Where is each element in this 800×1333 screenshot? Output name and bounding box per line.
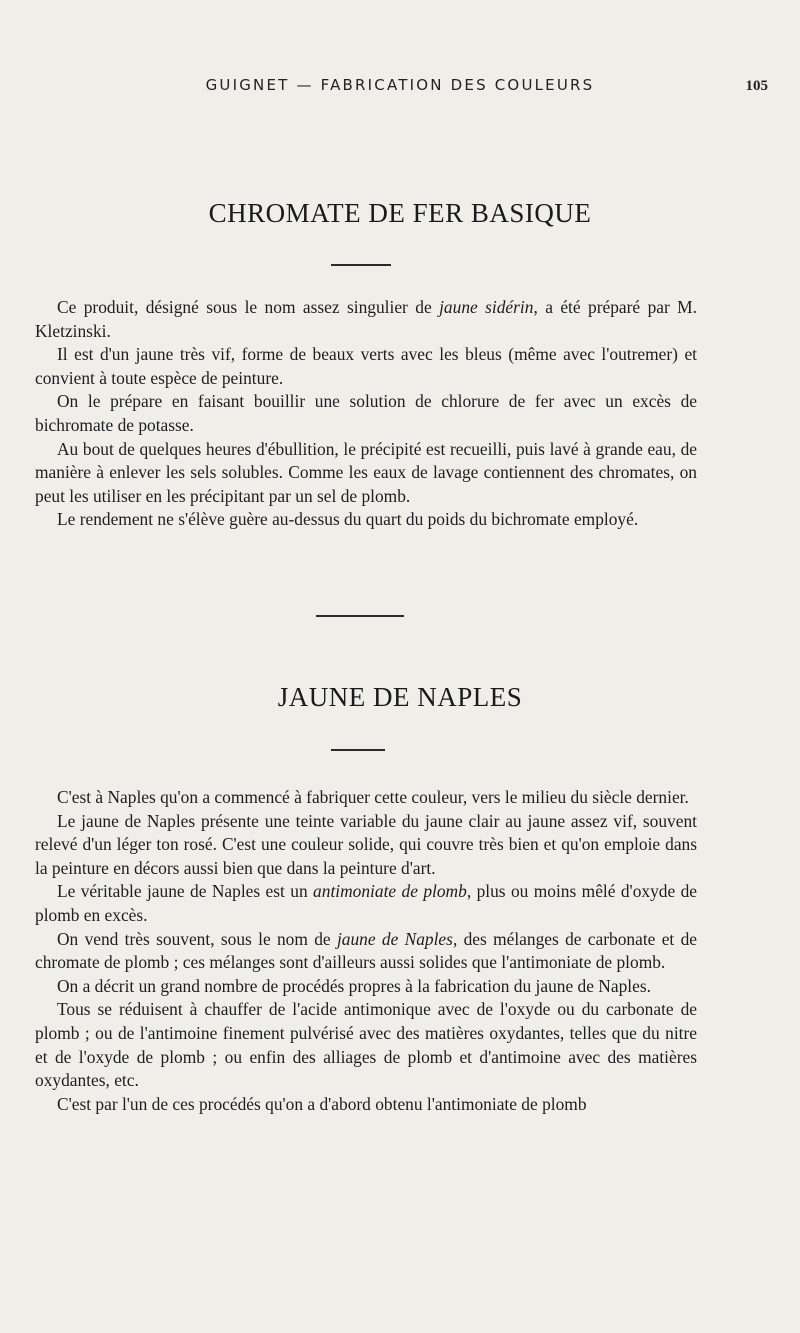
paragraph <box>35 975 697 999</box>
page-number: 105 <box>745 78 768 94</box>
text-run: Il est d'un jaune très vif, forme de beaux verts avec les bleus (même avec l'outremer) et convient à toute espèce de peinture. <box>35 344 697 388</box>
text-run: On a décrit un grand nombre de procédés propres à la fabrication du jaune de Naples. <box>57 975 651 996</box>
running-head <box>30 76 770 100</box>
paragraph <box>35 343 697 390</box>
text-run: On vend très souvent, sous le nom de <box>57 928 337 949</box>
paragraph <box>35 928 697 975</box>
paragraph <box>35 998 697 1092</box>
text-run: C'est à Naples qu'on a commencé à fabriquer cette couleur, vers le milieu du siècle dernier. <box>57 787 689 807</box>
paragraph <box>35 438 697 509</box>
text-run: , a été préparé par M. Kletzinski. <box>35 297 697 341</box>
text-run: Le véritable jaune de Naples est un <box>57 881 314 902</box>
text-run: , des mélanges de carbonate et de chromate de plomb ; ces mélanges sont d'ailleurs aussi solides que l'antimoniate de plomb. <box>35 928 697 973</box>
title-rule-2 <box>331 749 385 751</box>
text-run: Le jaune de Naples présente une teinte variable du jaune clair au jaune assez vif, souvent relevé d'un léger ton rosé. C'est une couleur solide, qui couvre très bien et qu'on emploie dans la peinture en décors aussi bien que dans la peinture d'art. <box>35 810 697 878</box>
italic-term: jaune de Naples <box>336 928 453 949</box>
paragraph <box>35 390 697 437</box>
section-body-naples <box>35 786 697 1116</box>
paragraph <box>35 880 697 927</box>
section-separator-rule <box>316 615 404 617</box>
paragraph <box>35 786 697 810</box>
paragraph <box>35 810 697 881</box>
paragraph <box>35 508 697 532</box>
text-run: C'est par l'un de ces procédés qu'on a d'abord obtenu l'antimoniate de plomb <box>57 1093 587 1114</box>
text-run: Le rendement ne s'élève guère au-dessus du quart du poids du bichromate employé. <box>57 509 639 530</box>
text-run: Ce produit, désigné sous le nom assez singulier de <box>57 297 440 317</box>
text-run: , plus ou moins mêlé d'oxyde de plomb en excès. <box>35 881 698 925</box>
paragraph <box>35 296 697 343</box>
paragraph <box>35 1093 697 1117</box>
section-title-chromate: CHROMATE DE FER BASIQUE <box>208 198 592 228</box>
text-run: Au bout de quelques heures d'ébullition, le précipité est recueilli, puis lavé à grande eau, de manière à enlever les sels solubles. Comme les eaux de lavage contiennent des chromates, on peut les utiliser en les précipitant par un sel de plomb. <box>35 438 697 506</box>
section-body-chromate <box>35 296 697 532</box>
title-rule-1 <box>331 264 391 266</box>
text-run: On le prépare en faisant bouillir une solution de chlorure de fer avec un excès de bichromate de potasse. <box>35 391 697 435</box>
italic-term: jaune sidérin <box>439 297 534 317</box>
italic-term: antimoniate de plomb <box>313 881 467 902</box>
running-title: GUIGNET — FABRICATION DES COULEURS <box>205 76 595 94</box>
section-title-naples: JAUNE DE NAPLES <box>277 682 523 712</box>
text-run: Tous se réduisent à chauffer de l'acide antimonique avec de l'oxyde ou du carbonate de plomb ; ou de l'antimoine finement pulvérisé avec des matières oxydantes, telles que du nitre et de l'oxyde de plomb ; ou enfin des alliages de plomb et d'antimoine avec des matières oxydantes, etc. <box>35 999 697 1091</box>
